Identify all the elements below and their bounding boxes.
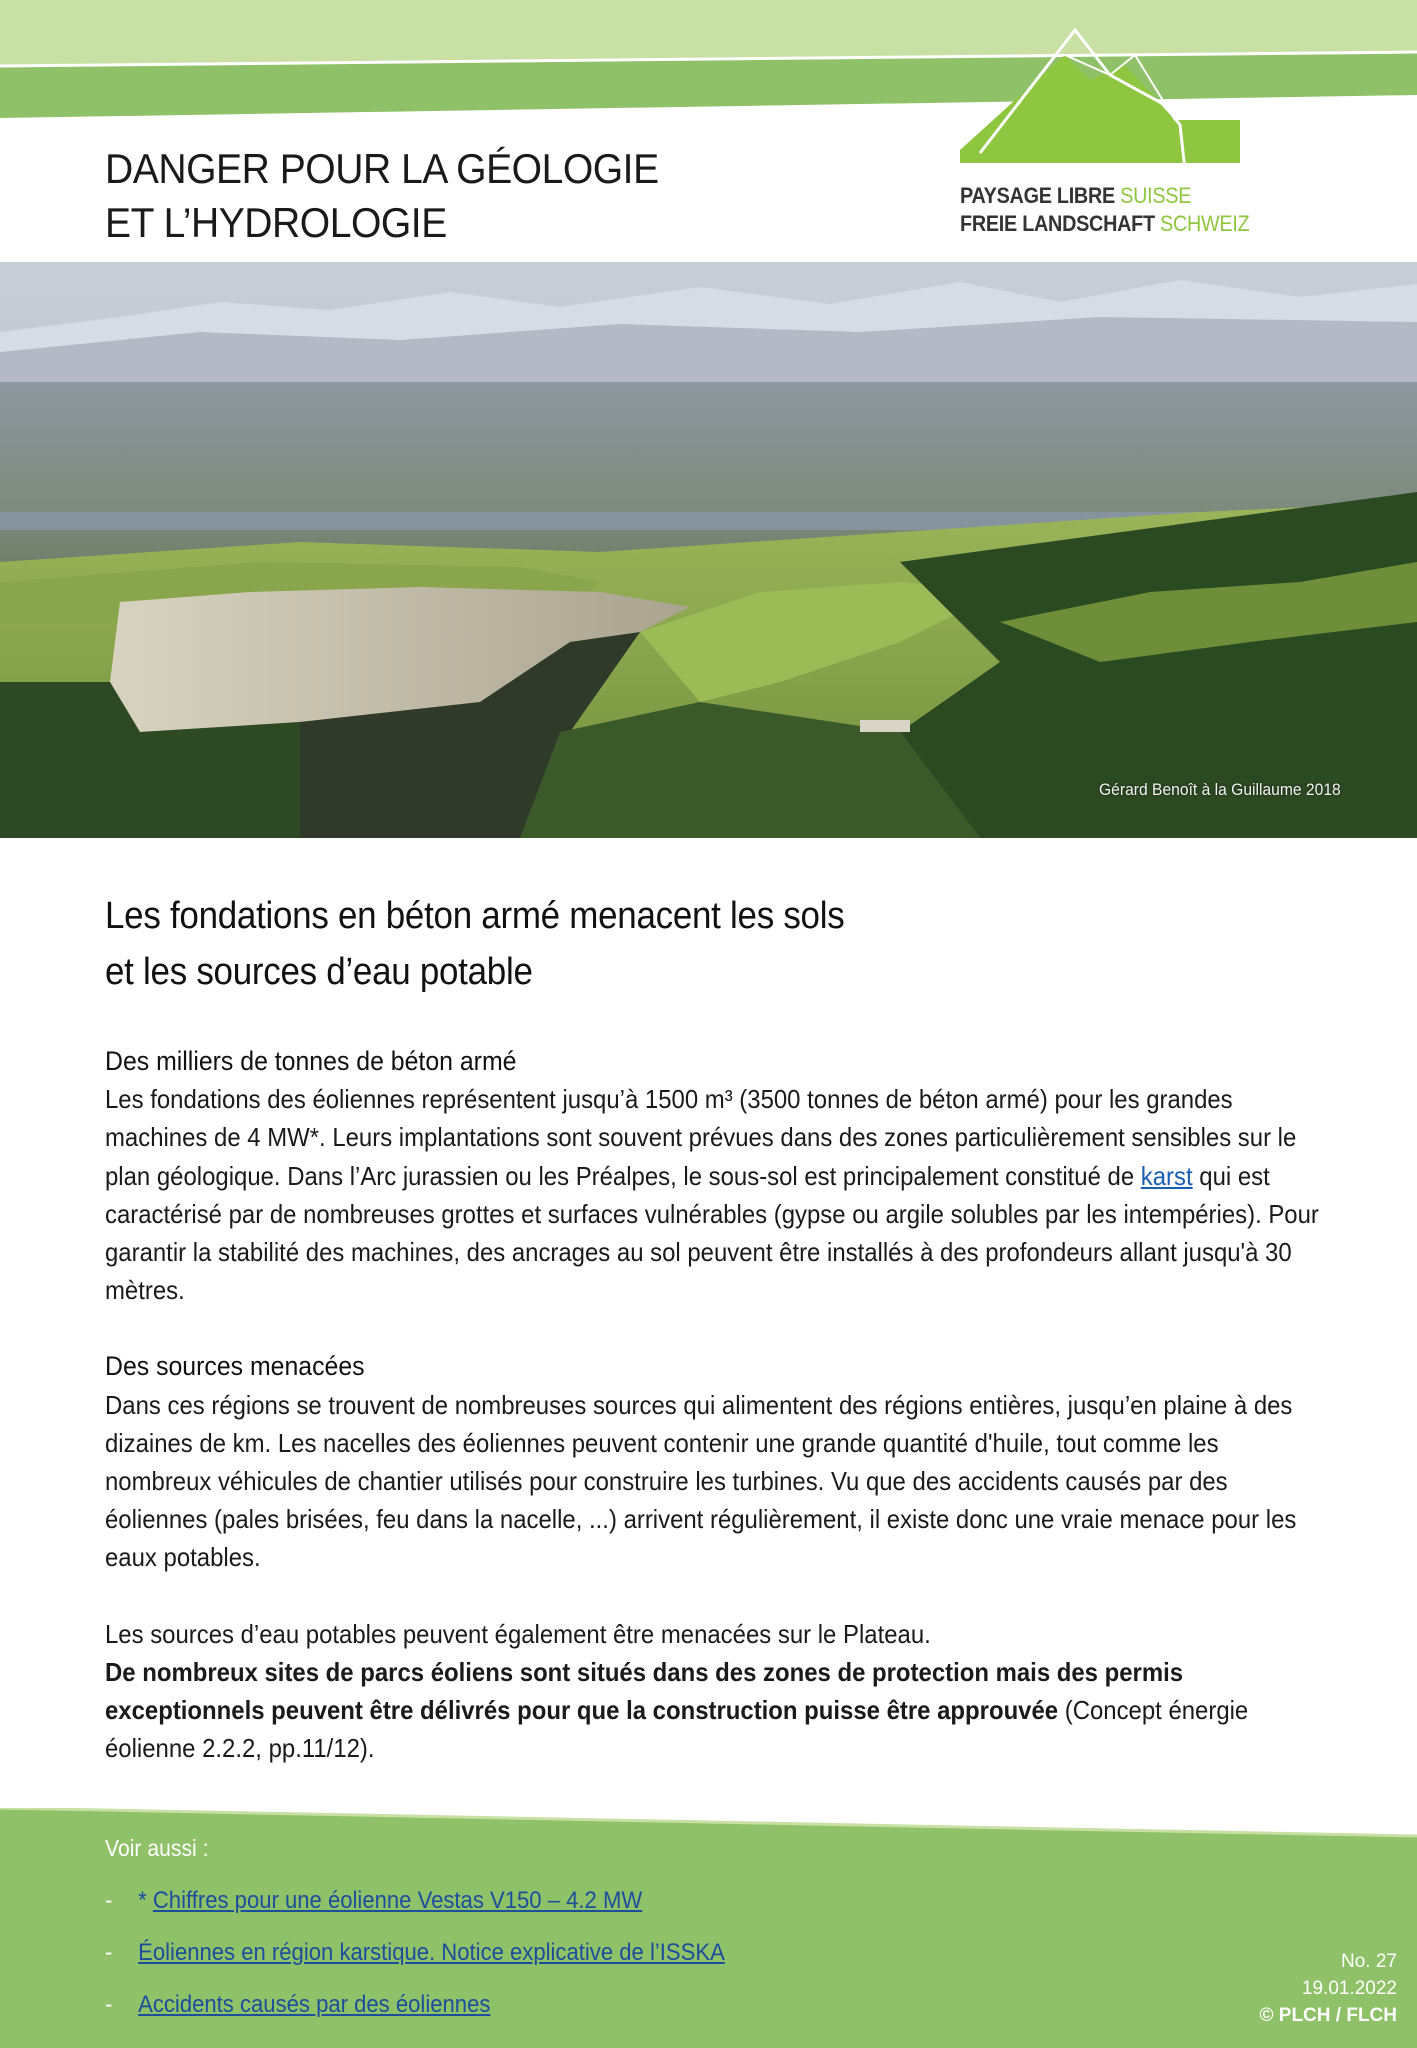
organization-logo bbox=[960, 182, 1282, 238]
article-heading-line-2: et les sources d’eau potable bbox=[105, 951, 533, 993]
section-text-concrete-part-1: Les fondations des éoliennes représentent jusqu’à 1500 m³ (3500 tonnes de béton armé) pour les grandes machines de 4 MW*. Leurs implantations sont souvent prévues dans des zones particulièrement sensibles sur le plan géologique. Dans l’Arc jurassien ou les Préalpes, le sous-sol est principalement constitué de bbox=[105, 1084, 1297, 1191]
photo-credit: Gérard Benoît à la Guillaume 2018 bbox=[1099, 780, 1341, 799]
copyright: © PLCH / FLCH bbox=[1259, 2005, 1397, 2026]
logo-line-1-bold: PAYSAGE LIBRE bbox=[960, 183, 1115, 208]
logo-line-2-bold: FREIE LANDSCHAFT bbox=[960, 211, 1155, 236]
article-heading bbox=[105, 888, 844, 1000]
page-title bbox=[105, 142, 659, 250]
footnote-star: * bbox=[138, 1887, 153, 1914]
list-dash: - bbox=[105, 1887, 113, 1914]
link-wind-turbine-accidents[interactable]: Accidents causés par des éoliennes bbox=[138, 1991, 491, 2018]
article-heading-line-1: Les fondations en béton armé menacent les sols bbox=[105, 895, 845, 937]
see-also-item-1 bbox=[105, 1884, 725, 1936]
section-text-plateau: Les sources d’eau potables peuvent également être menacées sur le Plateau. bbox=[105, 1618, 931, 1649]
see-also-item-3 bbox=[105, 1988, 725, 2040]
logo-line-2 bbox=[960, 210, 1249, 238]
list-dash: - bbox=[105, 1939, 113, 1966]
logo-line-2-accent: SCHWEIZ bbox=[1160, 211, 1250, 236]
page-title-line-2: ET L’HYDROLOGIE bbox=[105, 199, 447, 246]
section-text-sources: Dans ces régions se trouvent de nombreuses sources qui alimentent des régions entières, jusqu’en plaine à des dizaines de km. Les nacelles des éoliennes peuvent contenir une grande quantité d'huile, tout comme les nombreux véhicules de chantier utilisés pour construire les turbines. Vu que des accidents causés par des éoliennes (pales brisées, feu dans la nacelle, ...) arrivent régulièrement, il existe donc une vraie menace pour les eaux potables. bbox=[105, 1389, 1297, 1573]
section-text-protection-bold: De nombreux sites de parcs éoliens sont situés dans des zones de protection mais des permis exceptionnels peuvent être délivrés pour que la construction puisse être approuvée bbox=[105, 1656, 1184, 1726]
section-text-concrete-part-2: qui est caractérisé par de nombreuses grottes et surfaces vulnérables (gypse ou argile solubles par les intempéries). Pour garantir la stabilité des machines, des ancrages au sol peuvent être installés à des profondeurs allant jusqu'à 30 mètres. bbox=[105, 1160, 1319, 1306]
see-also-item-2 bbox=[105, 1936, 725, 1988]
logo-line-1-accent: SUISSE bbox=[1120, 183, 1192, 208]
document-date: 19.01.2022 bbox=[1301, 1978, 1397, 1999]
section-text-protection bbox=[105, 1653, 1319, 1768]
logo-line-1 bbox=[960, 182, 1249, 210]
hero-landscape-image bbox=[0, 262, 1417, 838]
karst-link[interactable]: karst bbox=[1140, 1160, 1193, 1191]
section-title-concrete: Des milliers de tonnes de béton armé bbox=[105, 1046, 517, 1076]
list-dash: - bbox=[105, 1991, 113, 2018]
page-title-line-1: DANGER POUR LA GÉOLOGIE bbox=[105, 145, 659, 192]
mountain-logo-icon bbox=[950, 25, 1240, 175]
article-body bbox=[105, 1042, 1319, 1767]
document-meta bbox=[1260, 1948, 1398, 2029]
document-number: No. 27 bbox=[1341, 1951, 1397, 1972]
see-also-label: Voir aussi : bbox=[105, 1835, 209, 1861]
link-isska-notice[interactable]: Éoliennes en région karstique. Notice explicative de l’ISSKA bbox=[138, 1939, 725, 1966]
link-vestas-figures[interactable]: Chiffres pour une éolienne Vestas V150 – 4.2 MW bbox=[152, 1887, 643, 1914]
section-text-concrete bbox=[105, 1080, 1319, 1309]
section-text-protection-tail: (Concept énergie éolienne 2.2.2, pp.11/12). bbox=[105, 1695, 1249, 1764]
section-title-sources: Des sources menacées bbox=[105, 1351, 365, 1382]
see-also-list bbox=[105, 1884, 779, 2040]
